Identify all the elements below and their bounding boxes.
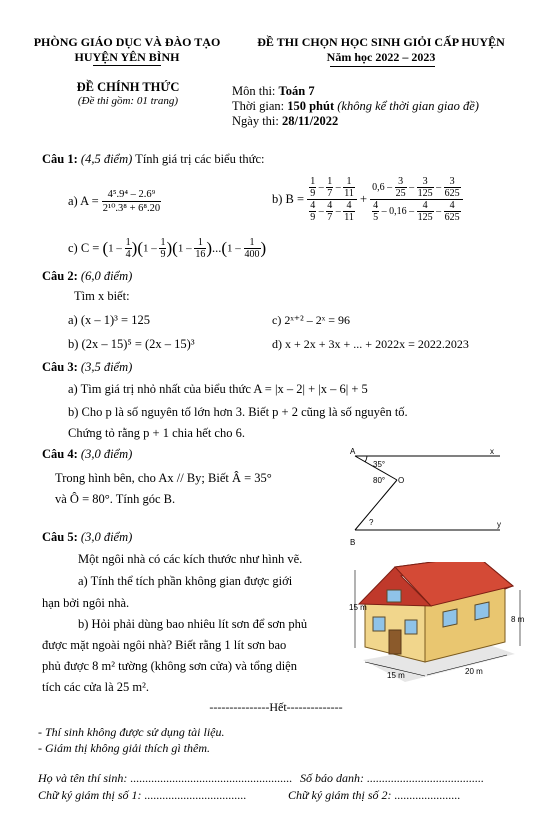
q2-prompt: Tìm x biết: (74, 289, 130, 303)
proctor-1-signature-line: Chữ ký giám thị số 1: .................................. (38, 788, 247, 802)
dots: ... (211, 241, 222, 255)
q1-points: (4,5 điểm) (77, 152, 133, 166)
q1c: c) C = (1 – $\frac{1}{4}$ )(1 – $\frac{1}{9}$ )(1 – $\frac{1}{16}$ )...(1 – $\frac{1}{400}$ ) (68, 237, 267, 260)
num: 1 (194, 237, 206, 249)
gable-window (387, 590, 401, 602)
q3b-line2: Chứng tỏ rằng p + 1 chia hết cho 6. (68, 426, 245, 440)
num: 1 (244, 237, 261, 249)
frac-1-11 (343, 176, 355, 199)
num: 1 (125, 237, 131, 248)
header-right-rule (330, 66, 435, 67)
den: 625 (444, 212, 460, 223)
q1a-label: a) A = (68, 194, 102, 208)
frac-4-9 (309, 200, 316, 223)
den: 5 (373, 212, 379, 223)
q3-label: Câu 3: (42, 360, 78, 374)
num: 1 (343, 176, 355, 188)
den: 11 (344, 212, 354, 223)
q1b-first-numerator: $\frac{1}{9}$ – $\frac{1}{7}$ – $\frac{1}{11}$ (307, 176, 357, 200)
subject-line (232, 84, 315, 99)
q3-heading (42, 360, 132, 375)
frac-3-625 (444, 176, 461, 199)
department-name: PHÒNG GIÁO DỤC VÀ ĐÀO TẠO (33, 35, 221, 49)
frac-4-11 (343, 200, 355, 223)
den: 9 (310, 212, 316, 223)
num: 3 (444, 176, 461, 188)
den: 125 (417, 188, 433, 199)
front-window-left (373, 617, 385, 631)
note-2: - Giám thị không giải thích gì thêm. (38, 741, 210, 755)
frac-4-125 (417, 200, 434, 223)
den: 125 (417, 212, 433, 223)
frac-1-7 (326, 176, 333, 199)
q1b-first-denominator: $\frac{4}{9}$ – $\frac{4}{7}$ – $\frac{4}{11}$ (310, 200, 354, 223)
q2-label: Câu 2: (42, 269, 78, 283)
den: 4 (125, 249, 131, 260)
q4-heading (42, 447, 132, 462)
q4-line1: Trong hình bên, cho Ax // By; Biết Â = 35° (55, 471, 272, 485)
q1a-denominator: 2¹⁰.3⁸ + 6⁸.20 (102, 203, 161, 214)
q4-line2: và Ô = 80°. Tính góc B. (55, 492, 176, 506)
door (389, 630, 401, 654)
q1b-second-denominator: $\frac{4}{5}$ – 0,16 – $\frac{4}{125}$ – $\frac{4}{625}$ (373, 200, 460, 223)
q2-points: (6,0 điểm) (77, 269, 133, 283)
q2b: b) (2x – 15)⁵ = (2x – 15)³ (68, 337, 195, 351)
house-figure (345, 562, 535, 690)
term: 0,6 – (372, 181, 395, 193)
q1a-numerator: 4⁵.9⁴ – 2.6⁹ (102, 188, 161, 202)
proctor-2-signature-line: Chữ ký giám thị số 2: ...................... (288, 788, 461, 802)
official-label: ĐỀ CHÍNH THỨC (76, 80, 180, 94)
den: 625 (444, 188, 460, 199)
label-o: O (398, 476, 405, 485)
num: 1 (160, 237, 166, 248)
q1-heading (42, 152, 264, 167)
q5-line7: tích các cửa là 25 m². (42, 680, 150, 694)
den: 9 (310, 188, 316, 199)
end-mark: ---------------Hết-------------- (209, 700, 343, 714)
q1a (68, 188, 161, 215)
label-angle-o: 80° (373, 476, 386, 485)
q5-line1: Một ngôi nhà có các kích thước như hình vẽ. (78, 552, 303, 566)
candidate-number-line: Số báo danh: ....................................... (300, 771, 484, 785)
label-y: y (497, 520, 501, 529)
time-line (232, 99, 479, 114)
q3a: a) Tìm giá trị nhỏ nhất của biểu thức A = |x – 2| + |x – 6| + 5 (68, 382, 368, 396)
q2d: d) x + 2x + 3x + ... + 2022x = 2022.2023 (272, 337, 469, 351)
q2a: a) (x – 1)³ = 125 (68, 313, 150, 327)
dim-label-15m-width: 15 m (387, 671, 405, 680)
header-left-rule (93, 65, 161, 66)
frac-1-4 (125, 237, 132, 260)
q3b-line1: b) Cho p là số nguyên tố lớn hơn 3. Biết p + 2 cũng là số nguyên tố. (68, 405, 408, 419)
q5-line3: hạn bởi ngôi nhà. (42, 596, 130, 610)
num: 1 (327, 176, 333, 187)
time-note: (không kể thời gian giao đề) (334, 99, 479, 113)
q5-line5: được mặt ngoài ngôi nhà? Biết rằng 1 lít sơn bao (42, 638, 287, 652)
q2c: c) 2ˣ⁺² – 2ˣ = 96 (272, 313, 350, 327)
den: 16 (195, 249, 206, 260)
q1b-label: b) B = (272, 192, 308, 206)
den: 25 (395, 188, 406, 199)
frac-4-7 (326, 200, 333, 223)
q4-points: (3,0 điểm) (77, 447, 133, 461)
num: 3 (417, 176, 434, 188)
label-angle-b: ? (369, 518, 374, 527)
den: 9 (160, 249, 166, 260)
frac-4-625 (444, 200, 461, 223)
num: 4 (417, 200, 434, 212)
date-label: Ngày thi: (232, 114, 282, 128)
q5-line6: phủ được 8 m² tường (không sơn cửa) và tổng diện (42, 659, 297, 673)
q1b (272, 176, 463, 223)
dim-label-20m: 20 m (465, 667, 483, 676)
angle-a-arc (365, 456, 367, 462)
dim-label-15m-height: 15 m (349, 603, 367, 612)
num: 4 (343, 200, 355, 212)
subject-label: Môn thi: (232, 84, 279, 98)
time-label: Thời gian: (232, 99, 288, 113)
num: 4 (327, 200, 333, 211)
date-value: 28/11/2022 (282, 114, 339, 128)
den: 400 (244, 249, 260, 260)
num: 4 (310, 200, 316, 211)
term: – 0,16 – (379, 205, 417, 217)
q5-line2: a) Tính thể tích phần không gian được giới (78, 574, 293, 588)
frac-3-125 (417, 176, 434, 199)
dim-label-8m: 8 m (511, 615, 525, 624)
district-name: HUYỆN YÊN BÌNH (74, 50, 180, 64)
plus-sign: + (356, 192, 371, 206)
label-x: x (490, 447, 494, 456)
num: 4 (373, 200, 379, 211)
den: 11 (344, 188, 354, 199)
q2-heading (42, 269, 132, 284)
segment-ob (355, 480, 397, 530)
term: 1 – (227, 242, 244, 255)
num: 4 (444, 200, 461, 212)
q1b-first-fraction (307, 176, 357, 223)
school-year: Năm học 2022 – 2023 (326, 50, 436, 64)
time-value: 150 phút (287, 99, 335, 113)
pages-note: (Đề thi gồm: 01 trang) (77, 95, 179, 107)
q5-label: Câu 5: (42, 530, 78, 544)
term: 1 – (177, 242, 195, 255)
label-angle-a: 35° (373, 460, 386, 469)
date-line (232, 114, 338, 129)
candidate-name-line: Họ và tên thí sinh: ...................................................... (38, 771, 293, 785)
q1a-fraction (102, 188, 161, 215)
term: 1 – (108, 242, 125, 255)
note-1: - Thí sinh không được sử dụng tài liệu. (38, 725, 225, 739)
angle-figure (340, 443, 520, 553)
frac-1-16 (194, 237, 206, 260)
q4-label: Câu 4: (42, 447, 78, 461)
subject-value: Toán 7 (278, 84, 315, 98)
frac-1-9 (309, 176, 316, 199)
q1-label: Câu 1: (42, 152, 78, 166)
exam-title: ĐỀ THI CHỌN HỌC SINH GIỎI CẤP HUYỆN (257, 35, 505, 49)
q1b-second-numerator: 0,6 – $\frac{3}{25}$ – $\frac{3}{125}$ – $\frac{3}{625}$ (370, 176, 463, 200)
q3-points: (3,5 điểm) (77, 360, 133, 374)
q1c-label: c) C = (68, 241, 103, 255)
den: 7 (327, 212, 333, 223)
q5-line4: b) Hỏi phải dùng bao nhiêu lít sơn để sơn phủ (78, 617, 308, 631)
side-window-2 (475, 602, 489, 620)
num: 3 (395, 176, 407, 188)
q1-prompt: Tính giá trị các biểu thức: (132, 152, 265, 166)
num: 1 (310, 176, 316, 187)
q1b-second-fraction (370, 176, 463, 223)
term: 1 – (142, 242, 160, 255)
side-window-1 (443, 609, 457, 627)
label-b: B (350, 538, 356, 547)
den: 7 (327, 188, 333, 199)
q5-points: (3,0 điểm) (77, 530, 133, 544)
frac-3-25 (395, 176, 407, 199)
label-a: A (350, 447, 356, 456)
frac-1-400 (244, 237, 261, 260)
q5-heading (42, 530, 132, 545)
front-window-right (405, 620, 417, 634)
